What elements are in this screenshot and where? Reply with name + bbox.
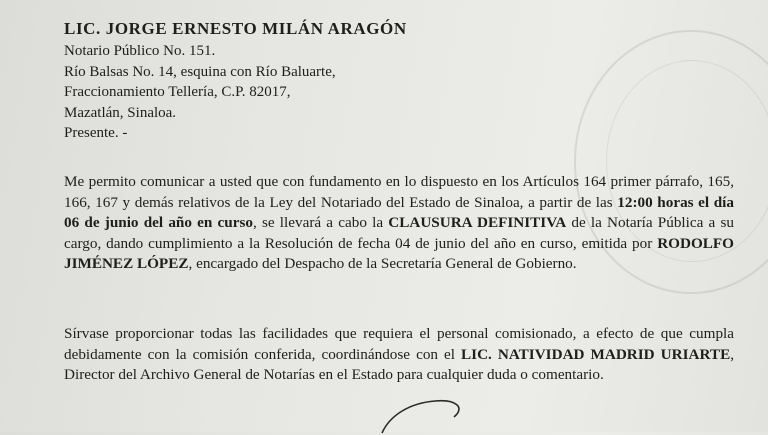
body-paragraph-notice	[64, 172, 734, 275]
closure-datetime: 12:00 horas el día 06 de junio del año en curso	[64, 193, 734, 232]
recipient-salutation: Presente. -	[64, 125, 128, 141]
recipient-title: Notario Público No. 151.	[64, 43, 216, 59]
issuer-name: RODOLFO JIMÉNEZ LÓPEZ	[64, 234, 734, 273]
recipient-block	[64, 17, 584, 144]
recipient-neighborhood: Fraccionamiento Tellería, C.P. 82017,	[64, 84, 291, 100]
closure-type: CLAUSURA DEFINITIVA	[388, 214, 567, 232]
paragraph2-text-1: Sírvase proporcionar todas las facilidades que requiera el personal comisionado, a efecto de que cumpla debidamente con la comisión conferida, coordinándose con el	[64, 325, 734, 363]
recipient-street: Río Balsas No. 14, esquina con Río Baluarte,	[64, 63, 336, 80]
body-paragraph-request	[64, 324, 734, 386]
recipient-city: Mazatlán, Sinaloa.	[64, 104, 177, 121]
paragraph1-text-4: , encargado del Despacho de la Secretaría General de Gobierno.	[188, 255, 577, 273]
paragraph1-text-2: , se llevará a cabo la	[252, 214, 389, 232]
paragraph1-text-1: Me permito comunicar a usted que con fundamento en lo dispuesto en los Artículos 164 primer párrafo, 165, 166, 167 y demás relativos de la Ley del Notariado del Estado de Sinaloa, a partir de las	[64, 173, 734, 211]
paragraph2-text-2: , Director del Archivo General de Notarías en el Estado para cualquier duda o comentario.	[64, 345, 734, 384]
coordinator-name: LIC. NATIVIDAD MADRID URIARTE	[461, 345, 731, 363]
signature-stroke	[380, 395, 470, 435]
paragraph1-text-3: de la Notaría Pública a su cargo, dando cumplimiento a la Resolución de fecha 04 de junio del año en curso, emitida por	[64, 214, 734, 252]
recipient-name: LIC. JORGE ERNESTO MILÁN ARAGÓN	[64, 19, 407, 38]
